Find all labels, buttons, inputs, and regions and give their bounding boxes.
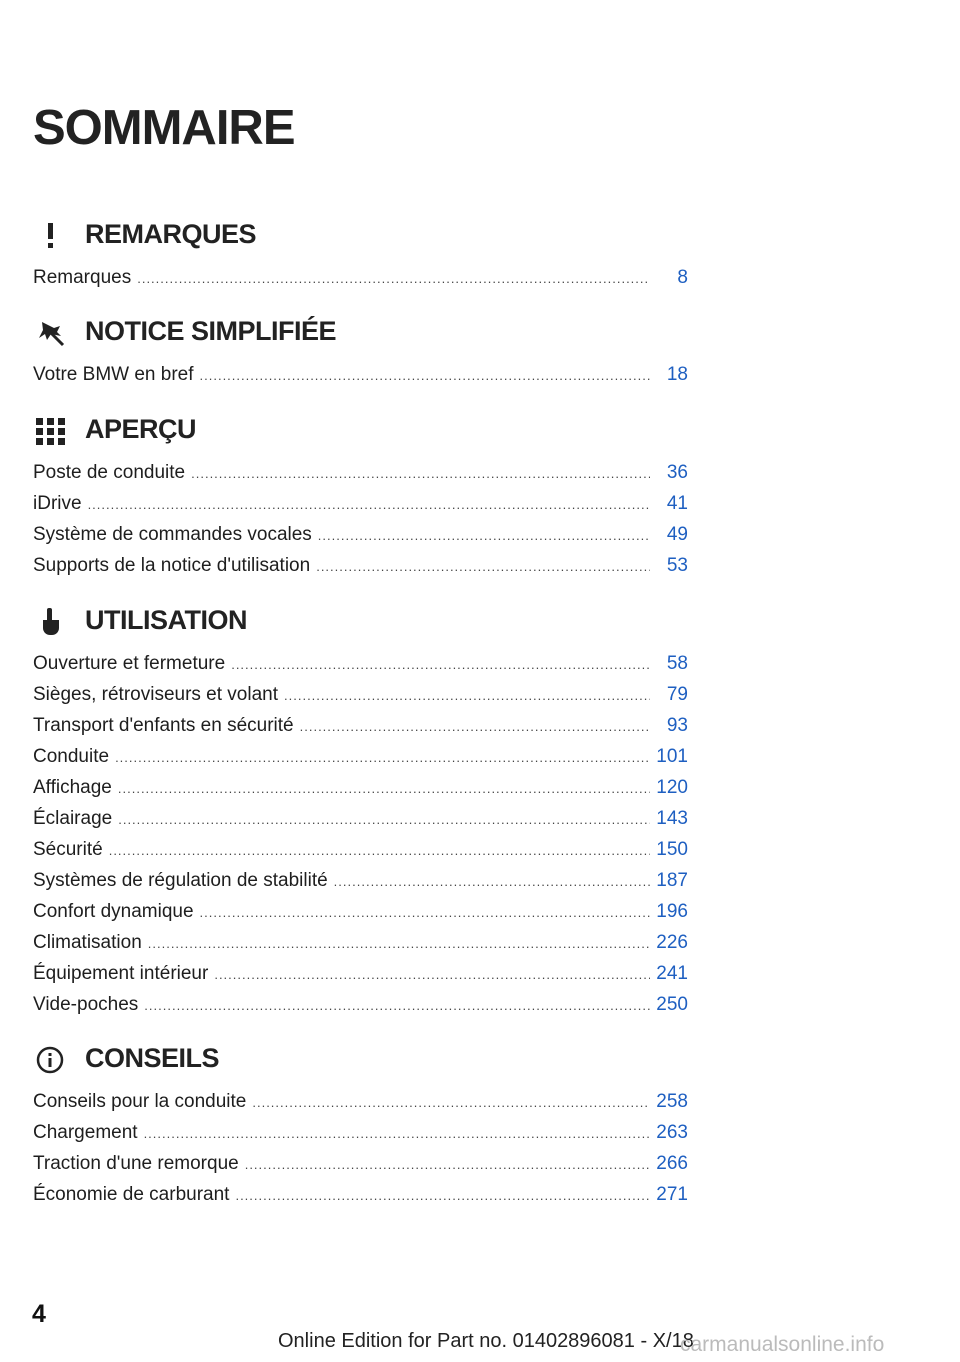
section-title: NOTICE SIMPLIFIÉE	[85, 316, 337, 346]
dot-leader	[300, 711, 650, 742]
toc-entry-label: Supports de la notice d'utilisation	[33, 555, 311, 576]
toc-entry[interactable]	[33, 1117, 688, 1148]
toc-entry[interactable]	[33, 359, 688, 390]
toc-entry-label: Sièges, rétroviseurs et volant	[33, 684, 279, 705]
toc-entry[interactable]	[33, 648, 688, 679]
toc-entry[interactable]	[33, 803, 688, 834]
toc-entry[interactable]	[33, 519, 688, 550]
toc-entry-label: Conseils pour la conduite	[33, 1091, 247, 1112]
toc-page-link[interactable]: 53	[666, 555, 688, 576]
section-title: REMARQUES	[85, 219, 257, 249]
dot-leader	[231, 649, 650, 680]
toc-entry-label: Ouverture et fermeture	[33, 653, 226, 674]
dot-leader	[235, 1180, 650, 1211]
toc-page-link[interactable]: 79	[666, 684, 688, 705]
section-notice-simplifiee	[33, 313, 688, 390]
info-circle-icon	[33, 1042, 67, 1076]
toc-page-link[interactable]: 271	[656, 1184, 688, 1205]
toc-page-link[interactable]: 143	[656, 808, 688, 829]
toc-entry[interactable]	[33, 896, 688, 927]
section-title: APERÇU	[85, 414, 197, 444]
toc-entry[interactable]	[33, 772, 688, 803]
toc-entry[interactable]	[33, 262, 688, 293]
toc-page-link[interactable]: 120	[656, 777, 688, 798]
toc-page-link[interactable]: 93	[666, 715, 688, 736]
section-apercu	[33, 411, 688, 581]
section-utilisation	[33, 602, 688, 1020]
toc-entry-label: Économie de carburant	[33, 1184, 230, 1205]
dot-leader	[316, 551, 650, 582]
toc-entry[interactable]	[33, 927, 688, 958]
toc-page-link[interactable]: 226	[656, 932, 688, 953]
toc-entry-label: Votre BMW en bref	[33, 364, 194, 385]
toc-entry-label: Systèmes de régulation de stabilité	[33, 870, 328, 891]
toc-page-link[interactable]: 258	[656, 1091, 688, 1112]
footer-edition: Online Edition for Part no. 01402896081 - X/18	[278, 1330, 694, 1352]
toc-page-link[interactable]: 250	[656, 994, 688, 1015]
toc-entry[interactable]	[33, 1086, 688, 1117]
section-title: UTILISATION	[85, 605, 247, 635]
toc-entry[interactable]	[33, 741, 688, 772]
toc-entry[interactable]	[33, 488, 688, 519]
page-title: SOMMAIRE	[33, 101, 295, 155]
toc-page-link[interactable]: 263	[656, 1122, 688, 1143]
toc-page-link[interactable]: 8	[677, 267, 688, 288]
toc-entry-label: Sécurité	[33, 839, 103, 860]
grid-icon	[33, 413, 67, 447]
toc-page-link[interactable]: 41	[666, 493, 688, 514]
dot-leader	[148, 928, 650, 959]
toc-page-link[interactable]: 241	[656, 963, 688, 984]
toc-entry[interactable]	[33, 710, 688, 741]
dot-leader	[115, 742, 650, 773]
section-title: CONSEILS	[85, 1043, 220, 1073]
toc-entry-label: Vide-poches	[33, 994, 139, 1015]
dot-leader	[200, 360, 650, 391]
toc-entry[interactable]	[33, 550, 688, 581]
dot-leader	[245, 1149, 650, 1180]
dot-leader	[144, 1118, 650, 1149]
page-number: 4	[32, 1300, 46, 1328]
toc-entry[interactable]	[33, 1148, 688, 1179]
dot-leader	[252, 1087, 650, 1118]
dot-leader	[318, 520, 650, 551]
toc-entry[interactable]	[33, 865, 688, 896]
toc-page-link[interactable]: 49	[666, 524, 688, 545]
toc-page-link[interactable]: 187	[656, 870, 688, 891]
toc-page-link[interactable]: 58	[666, 653, 688, 674]
toc-page-link[interactable]: 196	[656, 901, 688, 922]
section-remarques	[33, 216, 688, 293]
toc-entry[interactable]	[33, 989, 688, 1020]
pin-icon	[33, 315, 67, 349]
toc-page-link[interactable]: 266	[656, 1153, 688, 1174]
section-conseils	[33, 1040, 688, 1210]
toc-entry[interactable]	[33, 834, 688, 865]
toc-entry-label: Système de commandes vocales	[33, 524, 312, 545]
toc-page-link[interactable]: 150	[656, 839, 688, 860]
dot-leader	[109, 835, 650, 866]
dot-leader	[191, 458, 650, 489]
toc-page-link[interactable]: 18	[666, 364, 688, 385]
toc-entry-label: Chargement	[33, 1122, 138, 1143]
toc-entry-label: iDrive	[33, 493, 82, 514]
dot-leader	[334, 866, 650, 897]
toc-entry-label: Traction d'une remorque	[33, 1153, 239, 1174]
toc-page-link[interactable]: 36	[666, 462, 688, 483]
dot-leader	[144, 990, 650, 1021]
toc-entry-label: Conduite	[33, 746, 110, 767]
toc-entry-label: Climatisation	[33, 932, 142, 953]
toc-entry[interactable]	[33, 1179, 688, 1210]
toc-entry-label: Confort dynamique	[33, 901, 194, 922]
toc-entry-label: Poste de conduite	[33, 462, 186, 483]
watermark: carmanualsonline.info	[680, 1333, 885, 1356]
dot-leader	[200, 897, 650, 928]
toc-entry-label: Affichage	[33, 777, 112, 798]
toc-entry[interactable]	[33, 958, 688, 989]
hand-pointer-icon	[33, 604, 67, 638]
toc-page-link[interactable]: 101	[656, 746, 688, 767]
dot-leader	[118, 773, 650, 804]
exclamation-icon	[33, 218, 67, 252]
dot-leader	[284, 680, 650, 711]
toc-entry-label: Transport d'enfants en sécurité	[33, 715, 294, 736]
dot-leader	[118, 804, 650, 835]
dot-leader	[214, 959, 650, 990]
toc-entry-label: Équipement intérieur	[33, 963, 209, 984]
toc-entry[interactable]	[33, 679, 688, 710]
dot-leader	[137, 263, 650, 294]
toc-entry-label: Remarques	[33, 267, 132, 288]
toc-entry[interactable]	[33, 457, 688, 488]
dot-leader	[88, 489, 650, 520]
toc-entry-label: Éclairage	[33, 808, 113, 829]
